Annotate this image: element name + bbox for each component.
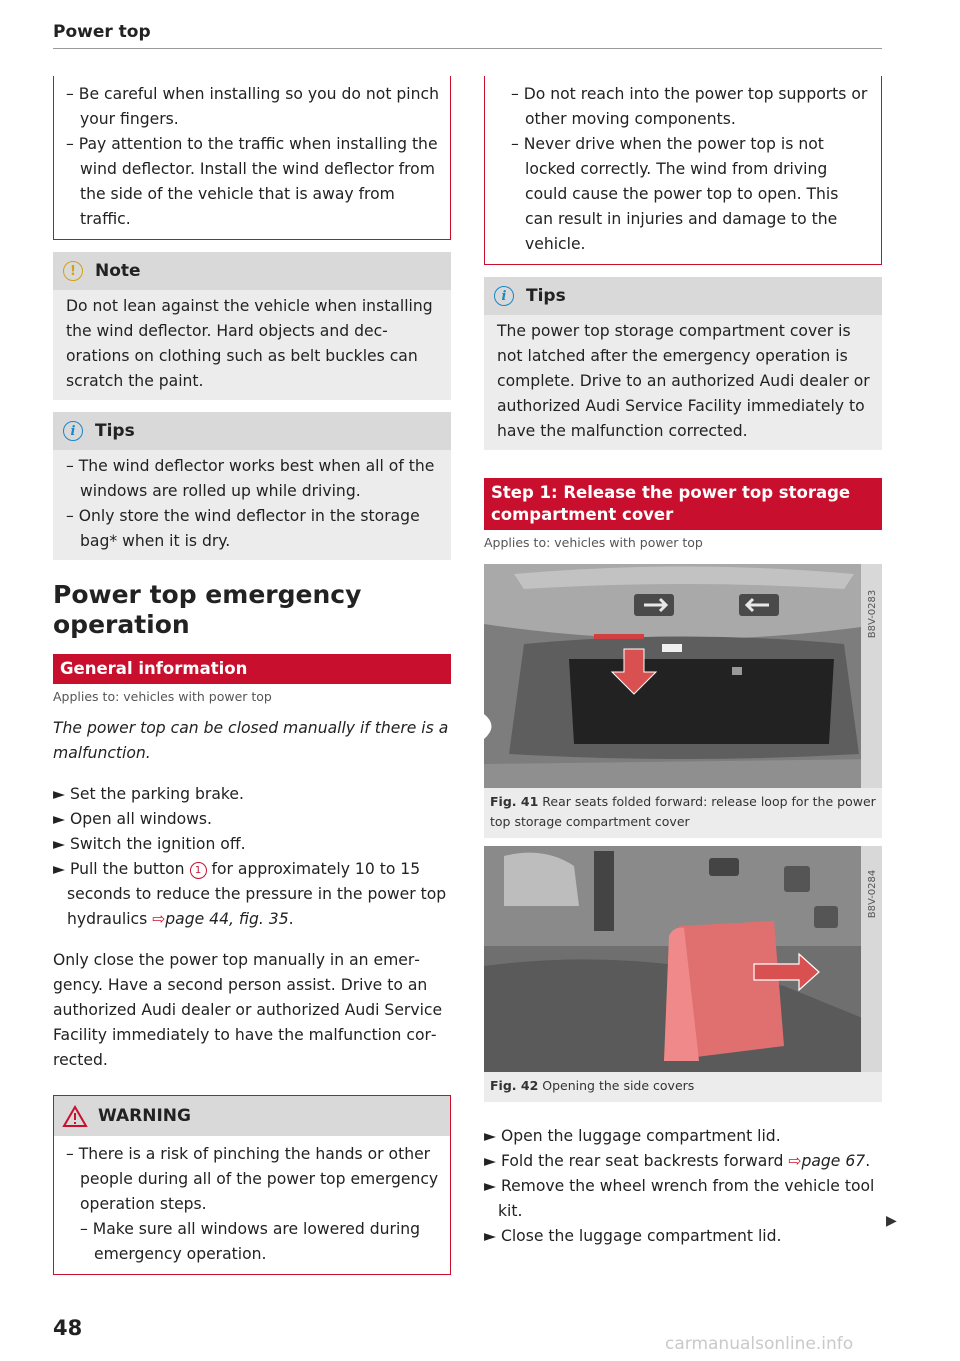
tips-header bbox=[53, 412, 451, 450]
list-item: ► Set the parking brake. bbox=[53, 785, 244, 803]
page-header bbox=[53, 22, 882, 49]
side-cover-illustration bbox=[484, 846, 882, 1072]
list-item: – Pay attention to the traffic when installing the wind deflector. Install the wind deflector from the side of the vehicle that is away from traffic. bbox=[66, 135, 438, 228]
list-item: – Do not reach into the power top supports or other moving components. bbox=[511, 85, 868, 128]
figure-number: Fig. 41 bbox=[490, 794, 539, 809]
list-item: – The wind deflector works best when all of the windows are rolled up while driving. bbox=[66, 457, 435, 500]
list-item: ► Close the luggage compartment lid. bbox=[484, 1227, 782, 1245]
warning-triangle-icon bbox=[62, 1105, 88, 1128]
applies-to: Applies to: vehicles with power top bbox=[484, 535, 703, 550]
list-item: – Be careful when installing so you do not pinch your fingers. bbox=[66, 85, 439, 128]
page-reference-link[interactable] bbox=[788, 1152, 865, 1170]
warning-label: WARNING bbox=[98, 1106, 191, 1126]
tips-box bbox=[484, 277, 882, 450]
list-item bbox=[484, 1149, 882, 1174]
header-title: Power top bbox=[53, 22, 151, 42]
warning-header bbox=[53, 1095, 451, 1136]
figure-number: Fig. 42 bbox=[490, 1078, 539, 1093]
warning-body bbox=[53, 1136, 451, 1275]
list-item: – Never drive when the power top is not locked correctly. The wind from driving could cause the power top to open. This can result in injuries and damage to the vehicle. bbox=[511, 135, 839, 253]
tips-label: Tips bbox=[526, 286, 566, 306]
step-list bbox=[484, 1124, 882, 1249]
tips-body: The power top storage compartment cover is not latched after the emergency operation is complete. Drive to an authorized Audi dealer or authorized Audi Service Facility immediately to have the malfunction corrected. bbox=[484, 315, 882, 450]
reference-text: page 44, fig. 35 bbox=[165, 910, 289, 928]
list-item: ► Remove the wheel wrench from the vehicle tool kit. bbox=[484, 1177, 875, 1220]
warning-continuation-box bbox=[53, 76, 451, 240]
continue-arrow-icon: ▶ bbox=[886, 1213, 897, 1229]
note-box bbox=[53, 252, 451, 400]
step-text: ► Pull the button bbox=[53, 860, 190, 878]
list-item: ► Open all windows. bbox=[53, 810, 212, 828]
intro-text: The power top can be closed manually if there is a malfunction. bbox=[53, 719, 449, 762]
tips-body bbox=[53, 450, 451, 560]
page-reference-link[interactable] bbox=[152, 910, 288, 928]
tips-header bbox=[484, 277, 882, 315]
list-item: – There is a risk of pinching the hands or other people during all of the power top emergency operation steps. bbox=[66, 1145, 439, 1213]
tips-label: Tips bbox=[95, 421, 135, 441]
watermark: carmanualsonline.info bbox=[665, 1334, 854, 1354]
list-item bbox=[53, 857, 451, 932]
figure-caption bbox=[484, 1072, 882, 1096]
figure-code: B8V-0284 bbox=[867, 869, 878, 919]
step-text: . bbox=[288, 910, 294, 928]
note-icon: ! bbox=[63, 261, 83, 281]
body-paragraph: Only close the power top manually in an emergency. Have a second person assist. Drive to an authorized Audi dealer or authorized Audi Service Facility immediately to have the malfunction corrected. bbox=[53, 951, 443, 1069]
info-icon: i bbox=[63, 421, 83, 441]
note-header bbox=[53, 252, 451, 290]
list-item: ► Switch the ignition off. bbox=[53, 835, 246, 853]
arrow-right-icon: ⇨ bbox=[788, 1152, 802, 1170]
page-number: 48 bbox=[53, 1316, 83, 1340]
right-column bbox=[484, 76, 882, 1249]
note-body: Do not lean against the vehicle when installing the wind deflector. Hard objects and decorations on clothing such as belt buckles can scratch the paint. bbox=[53, 290, 451, 400]
subsection-bar: Step 1: Release the power top storage compartment cover bbox=[484, 478, 882, 530]
reference-text: page 67 bbox=[801, 1152, 866, 1170]
step-text: for approximately 10 to 15 seconds to reduce the pressure in the power top hydraulics bbox=[67, 860, 447, 928]
step-list bbox=[53, 782, 451, 932]
applies-to: Applies to: vehicles with power top bbox=[53, 689, 272, 704]
arrow-right-icon: ⇨ bbox=[152, 910, 166, 928]
section-title: Power top emergency operation bbox=[53, 580, 362, 639]
step-text: ► Fold the rear seat backrests forward bbox=[484, 1152, 789, 1170]
info-icon: i bbox=[494, 286, 514, 306]
left-column bbox=[53, 76, 451, 1275]
figure-code: B8V-0283 bbox=[867, 589, 878, 639]
button-1-marker: 1 bbox=[190, 862, 207, 879]
warning-continuation-box bbox=[484, 76, 882, 265]
subsection-bar: General information bbox=[53, 654, 451, 684]
figure-42 bbox=[484, 846, 882, 1102]
tips-box bbox=[53, 412, 451, 560]
note-label: Note bbox=[95, 261, 141, 281]
storage-cover-illustration bbox=[484, 564, 882, 788]
figure-caption bbox=[484, 788, 882, 832]
caption-text: Rear seats folded forward: release loop for the power top storage compartment cover bbox=[490, 794, 876, 829]
list-item: – Only store the wind deflector in the storage bag* when it is dry. bbox=[66, 507, 420, 550]
figure-41 bbox=[484, 564, 882, 838]
step-text: . bbox=[865, 1152, 871, 1170]
list-item: – Make sure all windows are lowered during emergency operation. bbox=[80, 1220, 421, 1263]
caption-text: Opening the side covers bbox=[542, 1078, 695, 1093]
list-item: ► Open the luggage compartment lid. bbox=[484, 1127, 781, 1145]
